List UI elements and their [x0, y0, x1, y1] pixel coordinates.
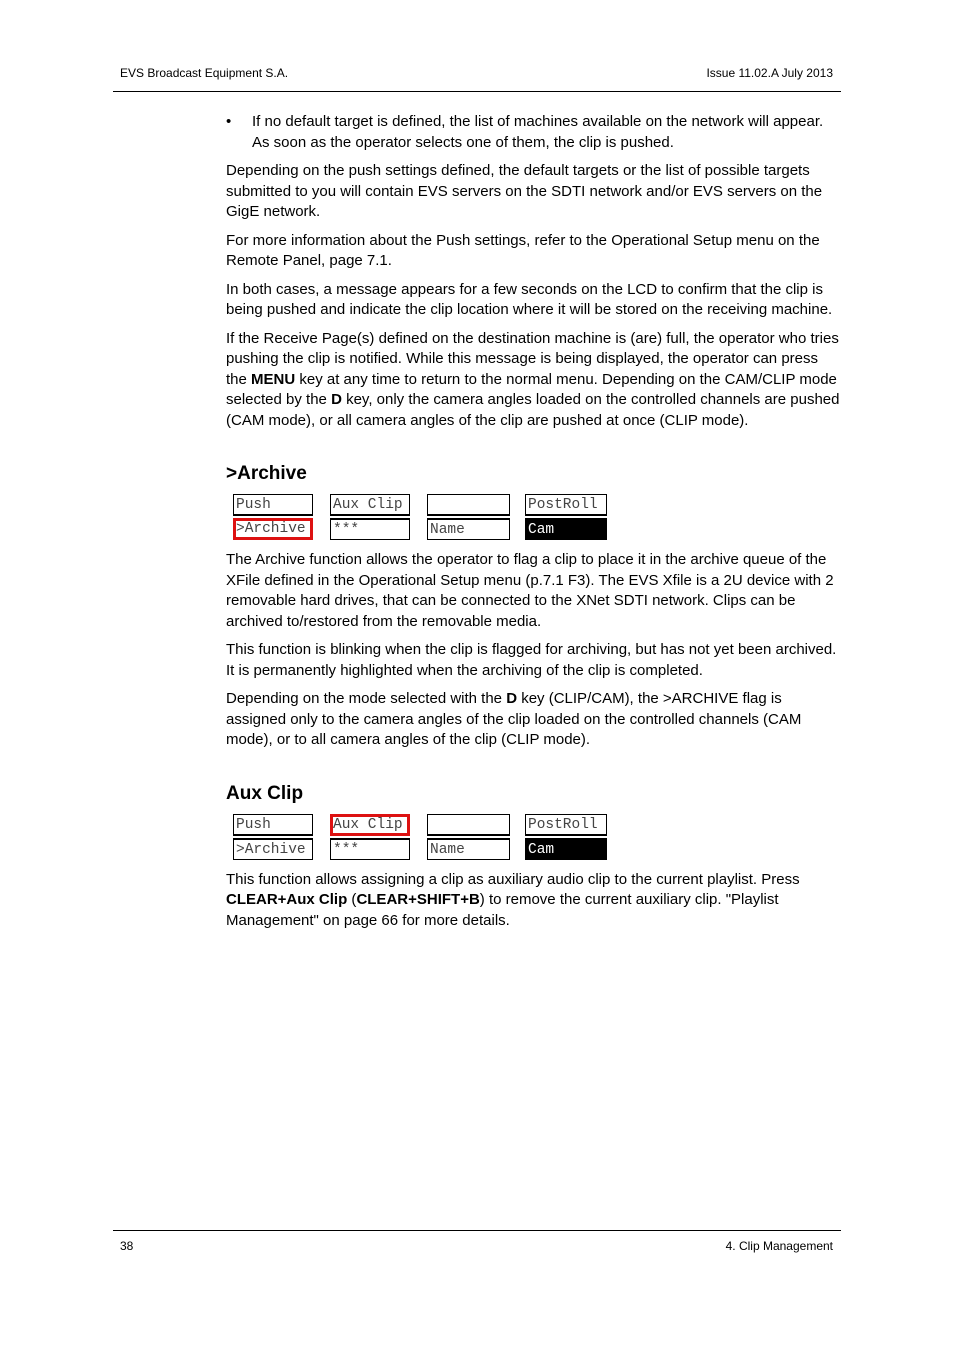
page-footer	[113, 1230, 841, 1253]
key-name: MENU	[251, 370, 296, 388]
lcd-cell-archive: >Archive	[233, 838, 313, 860]
lcd-cell-stars: ***	[330, 838, 410, 860]
lcd-cell-cam: Cam	[525, 838, 607, 860]
lcd-display-archive	[226, 494, 842, 544]
lcd-cell-push: Push	[233, 494, 313, 516]
section-heading-archive: >Archive	[226, 463, 307, 484]
lcd-cell-empty	[427, 814, 510, 836]
lcd-cell-aux-clip-highlighted: Aux Clip	[330, 814, 410, 836]
main-content	[226, 112, 842, 939]
key-name: D	[331, 391, 342, 408]
key-name: D	[506, 690, 518, 707]
paragraph: This function allows assigning a clip as auxiliary audio clip to the current playlist. Press CLEAR+Aux Clip (CLEAR+SHIFT+B) to remove the current auxiliary clip. "Playlist Management" on page 66 for more details.	[226, 870, 800, 929]
paragraph: In both cases, a message appears for a few seconds on the LCD to confirm that the clip is being pushed and indicate the clip location where it will be stored on the receiving machine.	[226, 280, 833, 318]
lcd-cell-archive-highlighted: >Archive	[233, 518, 313, 540]
header-company: EVS Broadcast Equipment S.A.	[120, 66, 289, 80]
lcd-cell-aux-clip: Aux Clip	[330, 494, 410, 516]
lcd-cell-postroll: PostRoll	[525, 494, 607, 516]
section-heading-aux-clip: Aux Clip	[226, 782, 304, 804]
bullet-icon: •	[226, 113, 232, 130]
paragraph: This function is blinking when the clip is flagged for archiving, but has not yet been archived. It is permanently highlighted when the archiving of the clip is completed.	[226, 641, 837, 679]
lcd-cell-empty	[427, 494, 510, 516]
lcd-display-aux-clip	[226, 814, 842, 864]
lcd-cell-postroll: PostRoll	[525, 814, 607, 836]
chapter-title: 4. Clip Management	[725, 1239, 833, 1253]
bullet-item	[226, 112, 842, 153]
page-number: 38	[120, 1239, 134, 1253]
paragraph: For more information about the Push settings, refer to the Operational Setup menu on the Remote Panel, page 7.1.	[226, 231, 820, 269]
lcd-cell-name: Name	[427, 838, 510, 860]
page-header	[113, 66, 841, 92]
lcd-cell-push: Push	[233, 814, 313, 836]
paragraph: Depending on the mode selected with the D key (CLIP/CAM), the >ARCHIVE flag is assigned only to the camera angles of the clip loaded on the controlled channels (CAM mode), or to all camera angles of the clip (CLIP mode).	[226, 690, 802, 748]
lcd-cell-stars: ***	[330, 518, 410, 540]
bullet-text: If no default target is defined, the list of machines available on the network will appear. As soon as the operator selects one of them, the clip is pushed.	[252, 113, 824, 151]
lcd-cell-name: Name	[427, 518, 510, 540]
key-combo: CLEAR+Aux Clip	[226, 891, 348, 908]
lcd-cell-cam: Cam	[525, 518, 607, 540]
paragraph: If the Receive Page(s) defined on the destination machine is (are) full, the operator who tries pushing the clip is notified. While this message is being displayed, the operator can press the MENU key at any time to return to the normal menu. Depending on the CAM/CLIP mode selected by the D key, only the camera angles loaded on the controlled channels are pushed (CAM mode), or all camera angles of the clip are pushed at once (CLIP mode).	[226, 329, 840, 429]
key-combo: CLEAR+SHIFT+B	[356, 891, 480, 908]
paragraph: Depending on the push settings defined, the default targets or the list of possible targets submitted to you will contain EVS servers on the SDTI network and/or EVS servers on the GigE network.	[226, 162, 823, 220]
paragraph: The Archive function allows the operator to flag a clip to place it in the archive queue of the XFile defined in the Operational Setup menu (p.7.1 F3). The EVS Xfile is a 2U device with 2 removable hard drives, that can be connected to the XNet SDTI network. Clips can be archived to/restored from the removable media.	[226, 551, 834, 630]
header-issue: Issue 11.02.A July 2013	[706, 66, 833, 80]
